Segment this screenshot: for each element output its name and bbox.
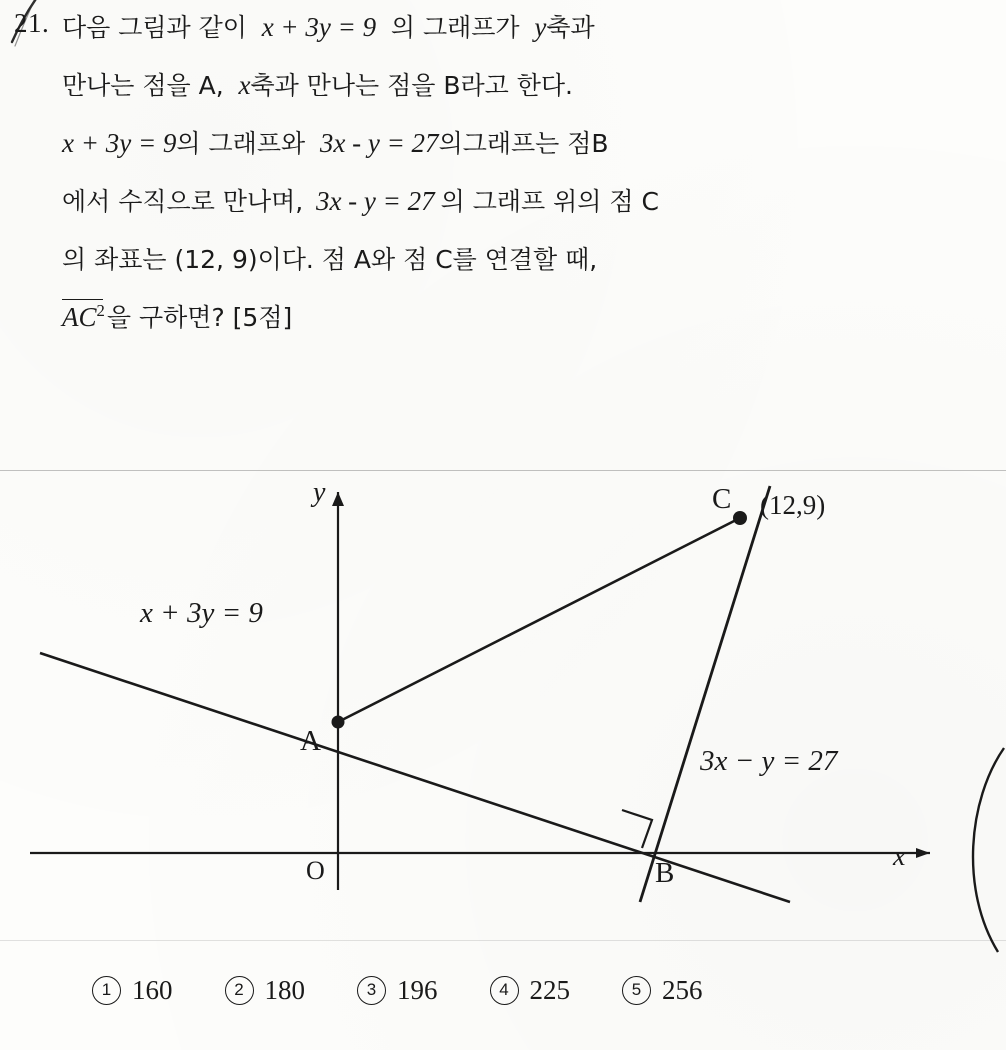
- segment-ac: [338, 518, 740, 722]
- label-line-1: x + 3y = 9: [140, 597, 263, 629]
- label-point-c-coords: (12,9): [760, 490, 826, 520]
- choice-marker: 4: [490, 976, 519, 1005]
- question-text: 의 그래프가: [390, 13, 520, 42]
- question-line-5: [62, 240, 597, 276]
- choice-5[interactable]: [622, 975, 703, 1006]
- x-axis-arrow-icon: [916, 848, 930, 858]
- y-axis-arrow-icon: [332, 492, 344, 506]
- segment-ac-text: AC: [62, 302, 97, 332]
- scan-line-bottom: [0, 940, 1006, 941]
- label-x-axis: x: [893, 841, 906, 872]
- point-c-dot: [733, 511, 747, 525]
- question-line-3: [62, 124, 609, 160]
- question-text: 에서 수직으로 만나며,: [62, 187, 304, 216]
- question-line-4: [62, 182, 659, 218]
- label-point-c: C: [712, 483, 732, 515]
- label-point-a: A: [300, 725, 321, 757]
- line-3x-minus-y-27: [640, 486, 770, 902]
- choice-marker: 5: [622, 976, 651, 1005]
- question-text: 축과 만나는 점을 B라고 한다.: [250, 71, 573, 100]
- choice-marker: 1: [92, 976, 121, 1005]
- question-number: 21.: [14, 8, 50, 38]
- question-text: 축과: [546, 13, 595, 42]
- choice-2[interactable]: [225, 975, 306, 1006]
- equation-inline-4: 3x - y = 27: [315, 186, 435, 216]
- answer-choices: [0, 975, 1006, 1006]
- label-point-b: B: [655, 857, 675, 889]
- choice-value: 160: [132, 975, 173, 1005]
- choice-3[interactable]: [357, 975, 438, 1006]
- equation-inline-3: 3x - y = 27: [319, 128, 439, 158]
- label-origin: O: [306, 856, 325, 885]
- choice-value: 256: [662, 975, 703, 1005]
- question-text: 의 좌표는 (12, 9)이다. 점 A와 점 C를 연결할 때,: [62, 245, 598, 274]
- equation-inline-2: x + 3y = 9: [62, 128, 177, 158]
- question-text: 만나는 점을 A,: [62, 71, 224, 100]
- question-text: 의 그래프 위의 점 C: [440, 187, 659, 216]
- choice-marker: 3: [357, 976, 386, 1005]
- figure-svg: [0, 470, 1006, 940]
- axis-var-y: y: [534, 12, 547, 42]
- axis-var-x: x: [238, 70, 251, 100]
- question-text: 의그래프는 점B: [438, 129, 609, 158]
- label-line-2: 3x − y = 27: [700, 745, 838, 777]
- label-y-axis: y: [313, 477, 326, 508]
- coordinate-figure: [0, 470, 1006, 940]
- question-text: 을 구하면? [5점]: [106, 303, 293, 332]
- question-line-6: [62, 298, 292, 334]
- segment-ac-exponent: 2: [96, 301, 105, 320]
- choice-1[interactable]: [92, 975, 173, 1006]
- equation-inline-1: x + 3y = 9: [261, 12, 377, 42]
- choice-marker: 2: [225, 976, 254, 1005]
- choice-value: 196: [397, 975, 438, 1005]
- point-a-dot: [332, 716, 345, 729]
- choice-value: 225: [529, 975, 570, 1005]
- choice-4[interactable]: [490, 975, 571, 1006]
- choice-value: 180: [264, 975, 305, 1005]
- question-line-1: [62, 8, 595, 44]
- segment-ac-label: [62, 299, 105, 333]
- question-text: 의 그래프와: [176, 129, 306, 158]
- question-text: 다음 그림과 같이: [62, 13, 247, 42]
- right-angle-icon: [622, 810, 652, 848]
- question-line-2: [62, 66, 573, 102]
